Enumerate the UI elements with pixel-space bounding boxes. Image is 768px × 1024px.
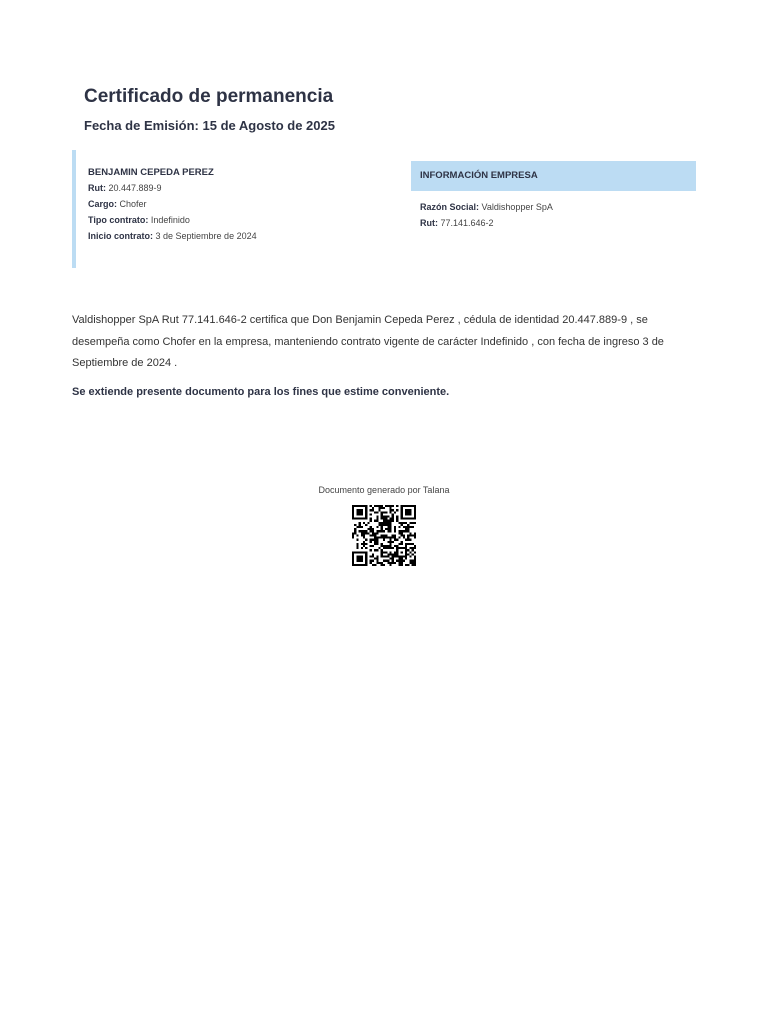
qr-code-icon xyxy=(352,505,416,566)
employee-name: BENJAMIN CEPEDA PEREZ xyxy=(88,167,214,178)
employee-tipo-contrato xyxy=(88,215,392,226)
issue-date-value: 15 de Agosto de 2025 xyxy=(202,118,335,133)
generated-by-note: Documento generado por Talana xyxy=(318,485,450,495)
issue-date xyxy=(84,118,335,133)
company-info-fields xyxy=(420,202,696,234)
company-razon-label: Razón Social: xyxy=(420,202,480,212)
company-rut-label: Rut: xyxy=(420,218,438,228)
employee-inicio-label: Inicio contrato: xyxy=(88,231,153,241)
company-razon-value: Valdishopper SpA xyxy=(481,202,553,212)
employee-inicio-contrato xyxy=(88,231,392,242)
issue-date-label: Fecha de Emisión: xyxy=(84,118,199,133)
employee-info-block xyxy=(72,150,392,268)
employee-inicio-value: 3 de Septiembre de 2024 xyxy=(155,231,257,241)
employee-tipo-value: Indefinido xyxy=(150,215,190,225)
employee-rut-label: Rut: xyxy=(88,183,106,193)
closing-statement: Se extiende presente documento para los fines que estime conveniente. xyxy=(72,386,450,398)
certification-paragraph: Valdishopper SpA Rut 77.141.646-2 certifica que Don Benjamin Cepeda Perez , cédula de identidad 20.447.889-9 , se desempeña como Chofer en la empresa, manteniendo contrato vigente de carácter Indefinido , con fecha de ingreso 3 de Septiembre de 2024 . xyxy=(72,314,664,369)
employee-cargo xyxy=(88,199,392,210)
employee-rut xyxy=(88,183,392,194)
page-title: Certificado de permanencia xyxy=(84,86,334,107)
company-rut-value: 77.141.646-2 xyxy=(440,218,494,228)
company-razon-social xyxy=(420,202,696,213)
employee-tipo-label: Tipo contrato: xyxy=(88,215,149,225)
employee-rut-value: 20.447.889-9 xyxy=(108,183,162,193)
company-rut xyxy=(420,218,696,229)
employee-cargo-value: Chofer xyxy=(119,199,147,209)
employee-cargo-label: Cargo: xyxy=(88,199,117,209)
company-info-header: INFORMACIÓN EMPRESA xyxy=(411,161,696,191)
